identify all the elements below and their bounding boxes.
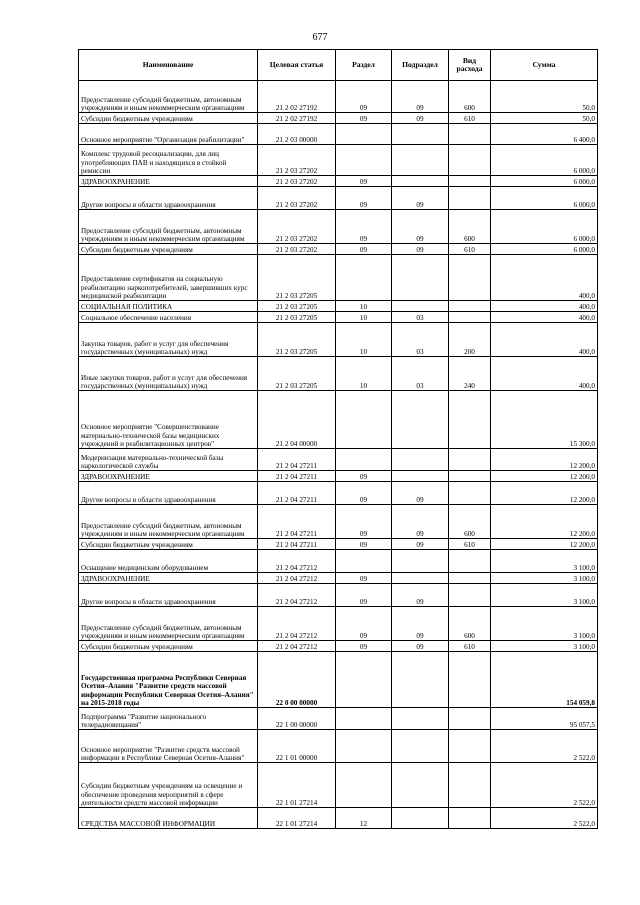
cell-subsection: 09: [392, 641, 449, 652]
header-subsection: Подраздел: [392, 50, 449, 81]
cell-expense-type: 610: [449, 244, 491, 255]
header-sum: Сумма: [491, 50, 598, 81]
cell-target-article: 21 2 02 27192: [258, 113, 336, 124]
table-row: [79, 505, 598, 539]
cell-sum: 50,0: [491, 113, 598, 124]
cell-target-article: 22 1 01 27214: [258, 808, 336, 829]
cell-section: 09: [336, 187, 392, 210]
table-row: [79, 808, 598, 829]
header-section: Раздел: [336, 50, 392, 81]
cell-name: ЗДРАВООХРАНЕНИЕ: [79, 176, 258, 187]
table-row: [79, 255, 598, 301]
cell-subsection: [392, 708, 449, 730]
table-row: [79, 607, 598, 641]
cell-name: Субсидии бюджетным учреждениям: [79, 113, 258, 124]
cell-target-article: 21 2 04 27212: [258, 550, 336, 573]
cell-subsection: 09: [392, 113, 449, 124]
cell-sum: 2 522,0: [491, 730, 598, 763]
cell-name: Субсидии бюджетным учреждениям: [79, 244, 258, 255]
cell-section: 09: [336, 584, 392, 607]
cell-section: [336, 391, 392, 449]
cell-section: 09: [336, 176, 392, 187]
table-row: [79, 391, 598, 449]
cell-sum: 2 522,0: [491, 763, 598, 808]
cell-section: [336, 730, 392, 763]
cell-section: 09: [336, 607, 392, 641]
cell-target-article: 22 1 01 27214: [258, 763, 336, 808]
cell-subsection: [392, 573, 449, 584]
cell-sum: 400,0: [491, 255, 598, 301]
cell-expense-type: 610: [449, 113, 491, 124]
cell-expense-type: [449, 808, 491, 829]
cell-name: Субсидии бюджетным учреждениям на освещение и обеспечение проведения мероприятий в сфере деятельности средств массовой информации: [79, 763, 258, 808]
cell-target-article: 21 2 04 27212: [258, 584, 336, 607]
cell-expense-type: [449, 550, 491, 573]
cell-section: 09: [336, 573, 392, 584]
cell-section: 10: [336, 312, 392, 323]
table-row: [79, 641, 598, 652]
cell-section: [336, 124, 392, 145]
cell-sum: 12 200,0: [491, 449, 598, 471]
cell-target-article: 21 2 04 27211: [258, 449, 336, 471]
cell-sum: 6 000,0: [491, 244, 598, 255]
cell-section: 09: [336, 505, 392, 539]
cell-expense-type: [449, 730, 491, 763]
cell-name: Предоставление субсидий бюджетным, автономным учреждениям и иным некоммерческим организациям: [79, 81, 258, 113]
cell-target-article: 21 2 03 27202: [258, 176, 336, 187]
cell-target-article: 21 2 03 27205: [258, 357, 336, 391]
cell-expense-type: [449, 471, 491, 482]
cell-section: 09: [336, 641, 392, 652]
cell-expense-type: 200: [449, 323, 491, 357]
cell-section: [336, 550, 392, 573]
cell-section: [336, 449, 392, 471]
cell-expense-type: 600: [449, 81, 491, 113]
cell-expense-type: [449, 763, 491, 808]
table-row: [79, 573, 598, 584]
cell-subsection: 03: [392, 357, 449, 391]
cell-sum: 12 200,0: [491, 482, 598, 505]
cell-sum: 12 200,0: [491, 539, 598, 550]
cell-subsection: 09: [392, 187, 449, 210]
cell-expense-type: 610: [449, 641, 491, 652]
cell-expense-type: [449, 573, 491, 584]
cell-target-article: 21 2 04 27211: [258, 539, 336, 550]
cell-subsection: [392, 391, 449, 449]
cell-subsection: 09: [392, 607, 449, 641]
table-row: [79, 210, 598, 244]
cell-subsection: [392, 124, 449, 145]
cell-expense-type: [449, 124, 491, 145]
cell-expense-type: [449, 145, 491, 176]
cell-subsection: 09: [392, 505, 449, 539]
cell-target-article: 21 2 04 27212: [258, 641, 336, 652]
cell-expense-type: 600: [449, 210, 491, 244]
cell-sum: 15 300,0: [491, 391, 598, 449]
cell-name: ЗДРАВООХРАНЕНИЕ: [79, 573, 258, 584]
cell-section: [336, 708, 392, 730]
cell-sum: 6 400,0: [491, 124, 598, 145]
cell-subsection: [392, 471, 449, 482]
cell-sum: 400,0: [491, 357, 598, 391]
table-row: [79, 550, 598, 573]
cell-name: Модернизация материально-технической базы наркологической службы: [79, 449, 258, 471]
cell-sum: 400,0: [491, 312, 598, 323]
cell-sum: 3 100,0: [491, 584, 598, 607]
cell-target-article: 21 2 04 27212: [258, 573, 336, 584]
cell-expense-type: [449, 449, 491, 471]
cell-target-article: 21 2 03 27202: [258, 210, 336, 244]
cell-subsection: [392, 550, 449, 573]
cell-expense-type: [449, 255, 491, 301]
table-row: [79, 708, 598, 730]
cell-subsection: [392, 808, 449, 829]
cell-name: Закупка товаров, работ и услуг для обеспечения государственных (муниципальных) нужд: [79, 323, 258, 357]
cell-sum: 3 100,0: [491, 573, 598, 584]
cell-target-article: 21 2 04 27211: [258, 471, 336, 482]
table-row: [79, 357, 598, 391]
cell-sum: 154 059,8: [491, 652, 598, 708]
cell-expense-type: [449, 187, 491, 210]
table-row: [79, 176, 598, 187]
cell-section: [336, 763, 392, 808]
table-row: [79, 763, 598, 808]
cell-subsection: 09: [392, 81, 449, 113]
cell-name: Предоставление субсидий бюджетным, автономным учреждениям и иным некоммерческим организациям: [79, 505, 258, 539]
table-header-row: [79, 50, 598, 81]
cell-section: 10: [336, 357, 392, 391]
cell-target-article: 21 2 03 27202: [258, 187, 336, 210]
cell-section: [336, 652, 392, 708]
cell-expense-type: [449, 482, 491, 505]
cell-name: ЗДРАВООХРАНЕНИЕ: [79, 471, 258, 482]
budget-table: [78, 49, 598, 829]
cell-subsection: 09: [392, 210, 449, 244]
cell-target-article: 21 2 03 27205: [258, 301, 336, 312]
cell-section: 09: [336, 81, 392, 113]
table-row: [79, 301, 598, 312]
cell-section: 09: [336, 471, 392, 482]
cell-sum: 6 000,0: [491, 145, 598, 176]
cell-subsection: [392, 730, 449, 763]
cell-section: 12: [336, 808, 392, 829]
table-row: [79, 652, 598, 708]
table-row: [79, 113, 598, 124]
cell-expense-type: 240: [449, 357, 491, 391]
cell-subsection: 03: [392, 312, 449, 323]
cell-name: Предоставление сертификатов на социальную реабилитацию наркопотребителей, завершивших курс медицинской реабилитации: [79, 255, 258, 301]
cell-sum: 400,0: [491, 301, 598, 312]
cell-sum: 50,0: [491, 81, 598, 113]
cell-sum: 6 000,0: [491, 187, 598, 210]
cell-name: Основное мероприятие "Организация реабилитации": [79, 124, 258, 145]
table-row: [79, 81, 598, 113]
table-row: [79, 584, 598, 607]
cell-name: Комплекс трудовой ресоциализации, для лиц употребляющих ПАВ и находящихся в стойкой ремиссии: [79, 145, 258, 176]
table-row: [79, 312, 598, 323]
cell-target-article: 21 2 03 27205: [258, 255, 336, 301]
cell-name: Субсидии бюджетным учреждениям: [79, 641, 258, 652]
cell-expense-type: [449, 652, 491, 708]
cell-expense-type: [449, 176, 491, 187]
cell-name: Основное мероприятие "Совершенствование материально-технической базы медицинских учреждений и реабилитационных центров": [79, 391, 258, 449]
table-row: [79, 124, 598, 145]
cell-name: Предоставление субсидий бюджетным, автономным учреждениям и иным некоммерческим организациям: [79, 210, 258, 244]
cell-section: 10: [336, 323, 392, 357]
table-body: [79, 81, 598, 829]
header-code: Целевая статья: [258, 50, 336, 81]
cell-sum: 12 200,0: [491, 505, 598, 539]
cell-section: 09: [336, 244, 392, 255]
cell-subsection: [392, 449, 449, 471]
table-row: [79, 449, 598, 471]
cell-expense-type: [449, 391, 491, 449]
table-row: [79, 323, 598, 357]
cell-name: Другие вопросы в области здравоохранения: [79, 482, 258, 505]
cell-subsection: [392, 145, 449, 176]
cell-name: Подпрограмма "Развитие национального телерадиовещания": [79, 708, 258, 730]
cell-section: 10: [336, 301, 392, 312]
cell-section: [336, 145, 392, 176]
table-row: [79, 730, 598, 763]
cell-target-article: 21 2 03 27202: [258, 244, 336, 255]
cell-subsection: [392, 652, 449, 708]
cell-expense-type: [449, 584, 491, 607]
cell-sum: 3 100,0: [491, 641, 598, 652]
table-row: [79, 187, 598, 210]
table-row: [79, 482, 598, 505]
cell-subsection: [392, 255, 449, 301]
cell-target-article: 21 2 04 27211: [258, 505, 336, 539]
cell-expense-type: [449, 708, 491, 730]
cell-name: СОЦИАЛЬНАЯ ПОЛИТИКА: [79, 301, 258, 312]
cell-sum: 6 000,0: [491, 176, 598, 187]
page-number: 677: [312, 32, 328, 43]
cell-name: СРЕДСТВА МАССОВОЙ ИНФОРМАЦИИ: [79, 808, 258, 829]
cell-expense-type: [449, 301, 491, 312]
header-type: Вид расхода: [449, 50, 491, 81]
cell-name: Социальное обеспечение населения: [79, 312, 258, 323]
cell-subsection: [392, 176, 449, 187]
cell-sum: 95 057,5: [491, 708, 598, 730]
cell-target-article: 21 2 04 27211: [258, 482, 336, 505]
table-row: [79, 471, 598, 482]
cell-subsection: 09: [392, 244, 449, 255]
cell-expense-type: 600: [449, 505, 491, 539]
cell-subsection: [392, 763, 449, 808]
cell-subsection: 09: [392, 584, 449, 607]
cell-expense-type: 600: [449, 607, 491, 641]
cell-target-article: 21 2 04 00000: [258, 391, 336, 449]
cell-name: Предоставление субсидий бюджетным, автономным учреждениям и иным некоммерческим организациям: [79, 607, 258, 641]
cell-target-article: 22 0 00 00000: [258, 652, 336, 708]
cell-section: 09: [336, 482, 392, 505]
cell-section: 09: [336, 539, 392, 550]
cell-name: Субсидии бюджетным учреждениям: [79, 539, 258, 550]
cell-target-article: 21 2 03 00000: [258, 124, 336, 145]
table-row: [79, 539, 598, 550]
cell-section: 09: [336, 210, 392, 244]
table-row: [79, 244, 598, 255]
cell-target-article: 21 2 02 27192: [258, 81, 336, 113]
table-row: [79, 145, 598, 176]
cell-section: [336, 255, 392, 301]
cell-name: Основное мероприятие "Развитие средств массовой информации в Республике Северная Осетия-Алания": [79, 730, 258, 763]
cell-target-article: 21 2 04 27212: [258, 607, 336, 641]
cell-sum: 3 100,0: [491, 550, 598, 573]
cell-target-article: 21 2 03 27202: [258, 145, 336, 176]
cell-subsection: 09: [392, 482, 449, 505]
cell-sum: 6 000,0: [491, 210, 598, 244]
header-name: Наименование: [79, 50, 258, 81]
cell-subsection: [392, 301, 449, 312]
cell-target-article: 22 1 01 00000: [258, 730, 336, 763]
cell-name: Оснащение медицинским оборудованием: [79, 550, 258, 573]
cell-section: 09: [336, 113, 392, 124]
cell-target-article: 21 2 03 27205: [258, 323, 336, 357]
cell-subsection: 03: [392, 323, 449, 357]
cell-sum: 400,0: [491, 323, 598, 357]
cell-expense-type: 610: [449, 539, 491, 550]
cell-target-article: 21 2 03 27205: [258, 312, 336, 323]
cell-sum: 12 200,0: [491, 471, 598, 482]
cell-name: Другие вопросы в области здравоохранения: [79, 584, 258, 607]
cell-name: Государственная программа Республики Северная Осетия–Алания "Развитие средств массовой информации Республики Северная Осетия–Алания" на 2015-2018 годы: [79, 652, 258, 708]
cell-sum: 2 522,0: [491, 808, 598, 829]
cell-name: Другие вопросы в области здравоохранения: [79, 187, 258, 210]
cell-subsection: 09: [392, 539, 449, 550]
cell-expense-type: [449, 312, 491, 323]
cell-name: Иные закупки товаров, работ и услуг для обеспечения государственных (муниципальных) нужд: [79, 357, 258, 391]
cell-sum: 3 100,0: [491, 607, 598, 641]
cell-target-article: 22 1 00 00000: [258, 708, 336, 730]
